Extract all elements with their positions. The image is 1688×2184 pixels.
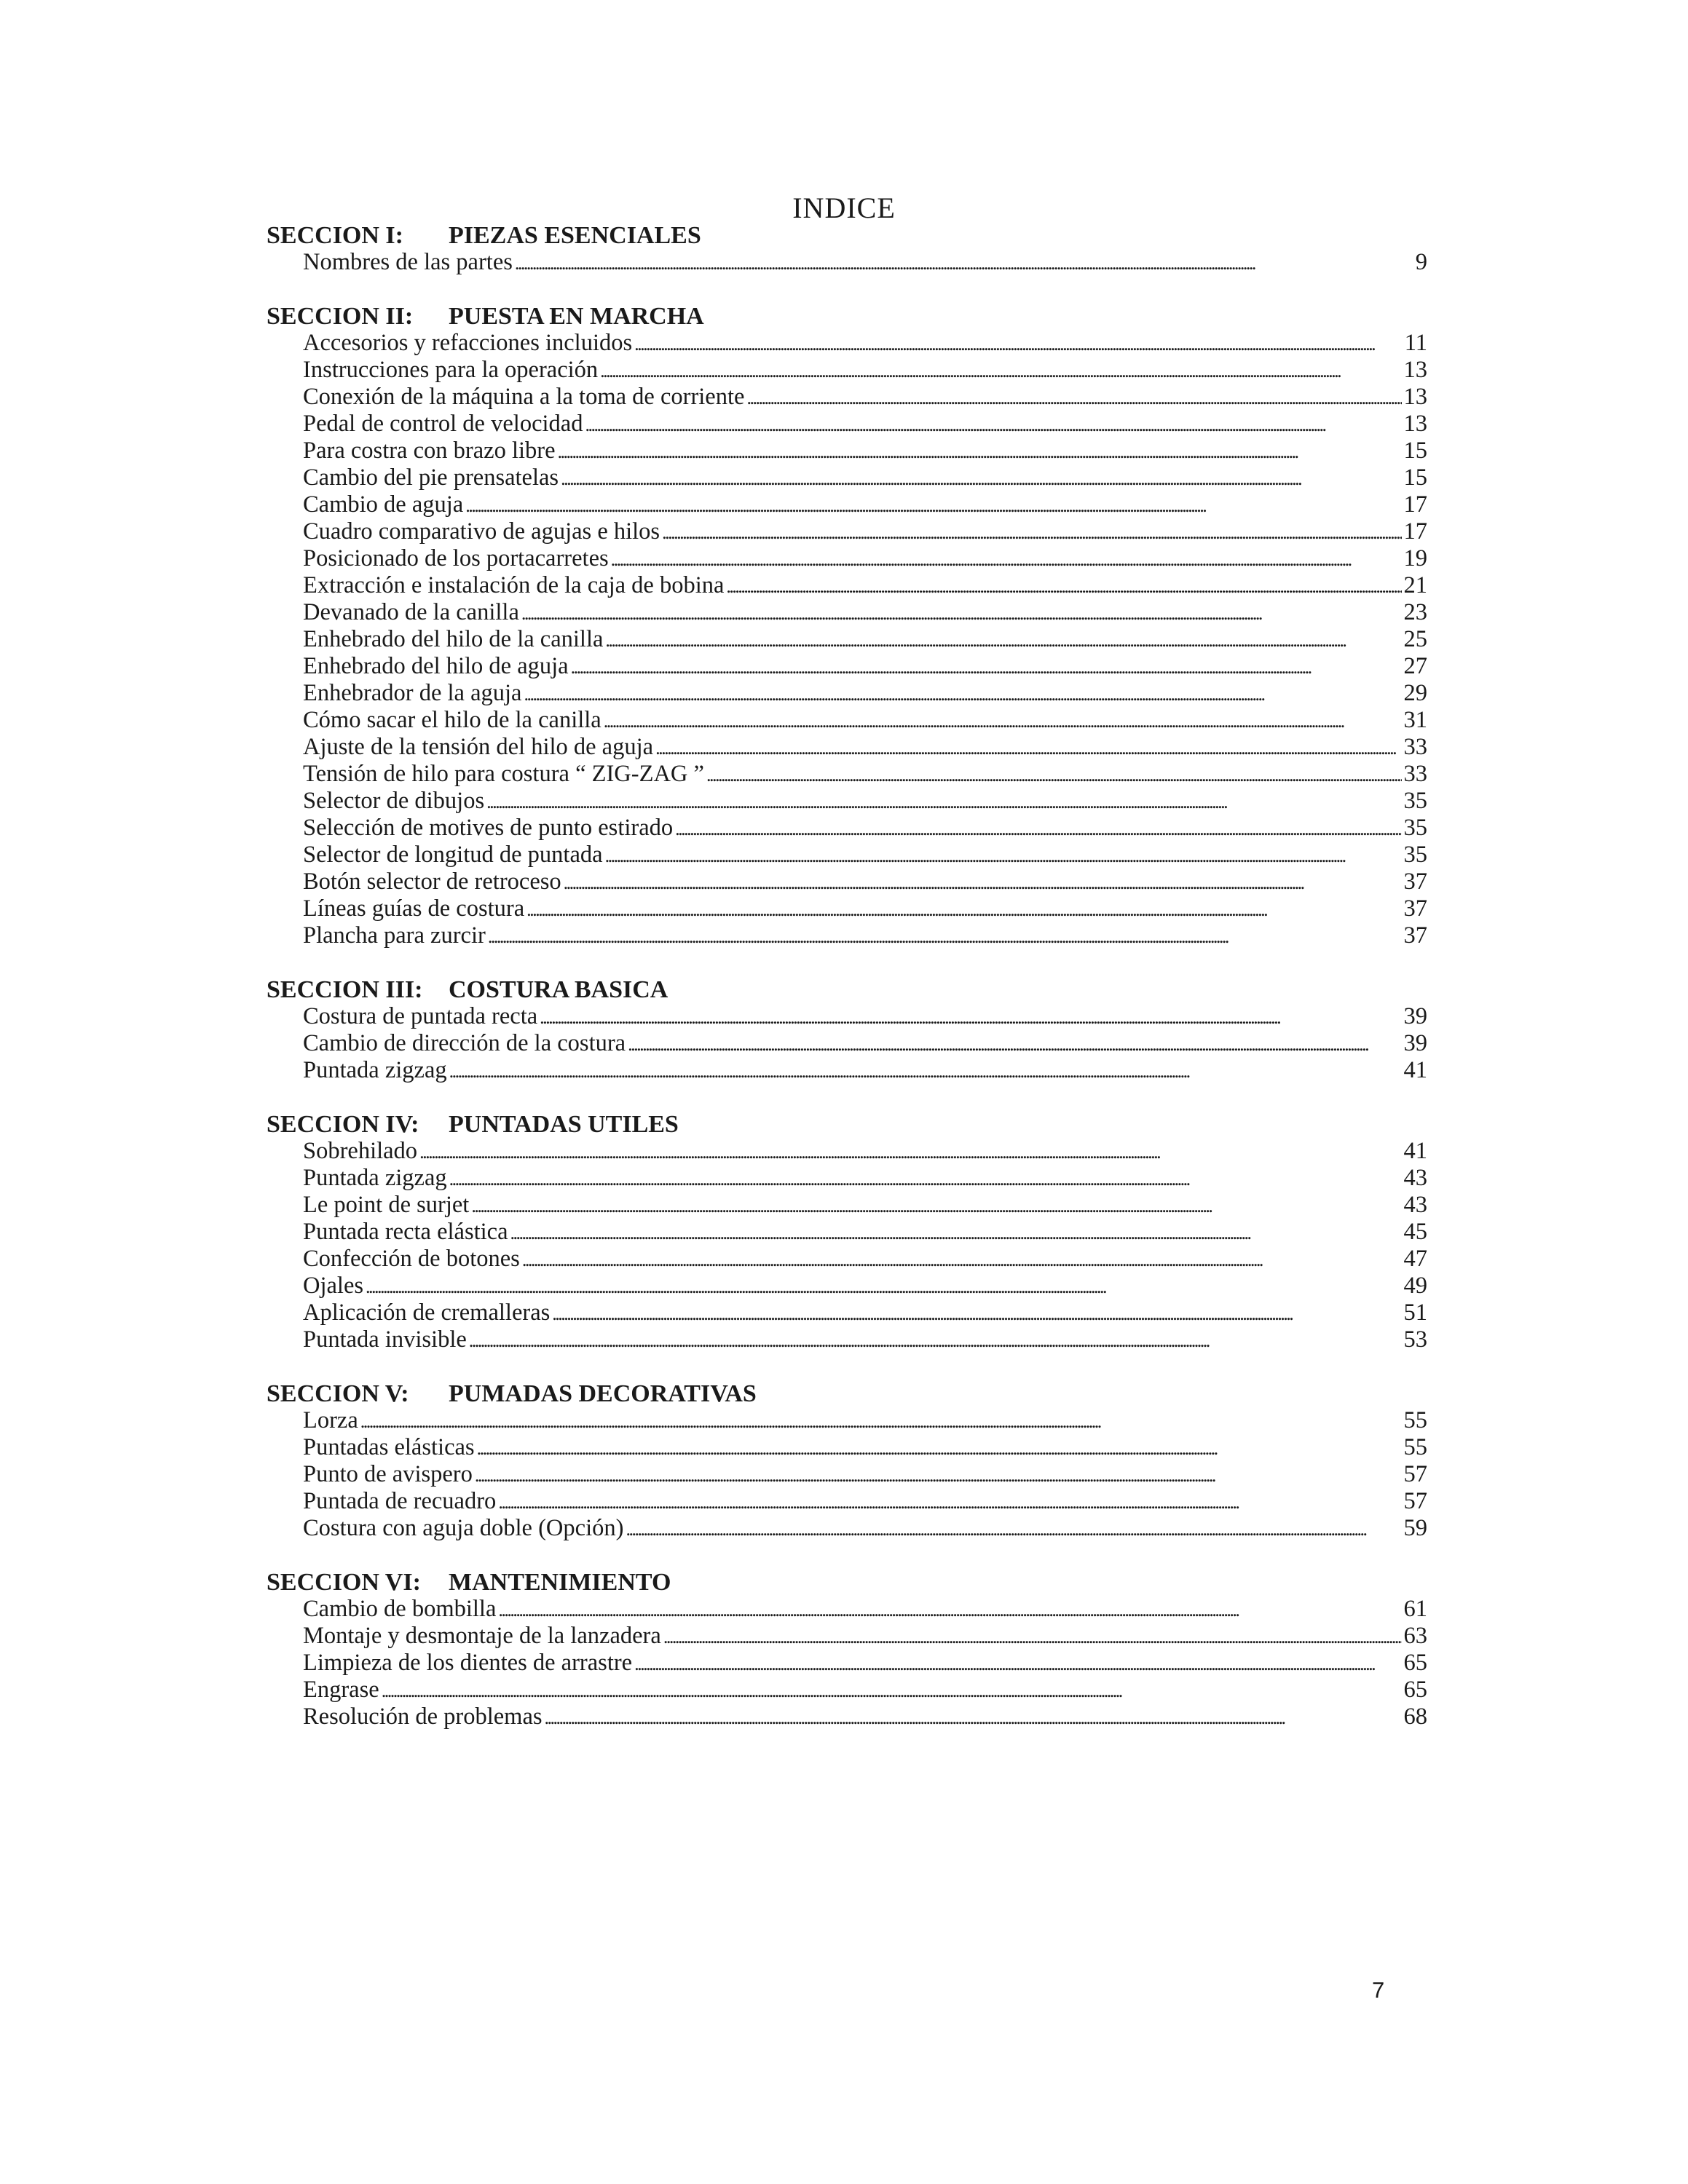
entry-label: Ojales [303, 1273, 364, 1299]
toc-entry[interactable] [267, 1488, 1427, 1515]
dot-leader [360, 1407, 1402, 1435]
entry-page-number: 15 [1403, 438, 1427, 464]
entry-label: Extracción e instalación de la caja de bobina [303, 572, 725, 598]
entry-page-number: 57 [1403, 1488, 1427, 1514]
entry-page-number: 15 [1403, 464, 1427, 491]
dot-leader [663, 1623, 1402, 1650]
dot-leader [449, 1057, 1402, 1085]
dot-leader [564, 869, 1402, 896]
section-heading [267, 303, 1427, 330]
dot-leader [662, 518, 1401, 546]
entry-label: Enhebrado del hilo de la canilla [303, 626, 604, 652]
dot-leader [488, 922, 1402, 950]
entry-page-number: 47 [1403, 1246, 1427, 1272]
entry-label: Puntada recta elástica [303, 1219, 508, 1245]
dot-leader [526, 895, 1401, 923]
toc-entry[interactable] [267, 249, 1427, 276]
entry-page-number: 37 [1403, 869, 1427, 895]
dot-leader [465, 491, 1401, 519]
entry-label: Tensión de hilo para costura “ ZIG-ZAG ” [303, 761, 704, 787]
entry-page-number: 43 [1403, 1192, 1427, 1218]
toc-entry[interactable] [267, 842, 1427, 869]
dot-leader [605, 842, 1402, 869]
entry-page-number: 13 [1403, 357, 1427, 383]
entry-label: Instrucciones para la operación [303, 357, 599, 383]
entry-label: Costura de puntada recta [303, 1003, 538, 1029]
dot-leader [600, 357, 1401, 384]
entry-label: Selección de motives de punto estirado [303, 815, 674, 841]
dot-leader [628, 1030, 1401, 1058]
entry-page-number: 23 [1403, 599, 1427, 625]
dot-leader [486, 788, 1401, 815]
entry-label: Puntada invisible [303, 1326, 467, 1353]
entry-label: Posicionado de los portacarretes [303, 545, 609, 571]
toc-entry[interactable] [267, 653, 1427, 680]
toc-entry[interactable] [267, 1030, 1427, 1057]
entry-page-number: 53 [1403, 1326, 1427, 1353]
section-title: MANTENIMIENTO [449, 1569, 671, 1596]
entry-page-number: 41 [1403, 1138, 1427, 1164]
dot-leader [515, 249, 1413, 277]
entry-page-number: 33 [1403, 761, 1427, 787]
dot-leader [561, 464, 1401, 492]
entry-label: Sobrehilado [303, 1138, 418, 1164]
toc-entry[interactable] [267, 491, 1427, 518]
dot-leader [655, 734, 1401, 761]
entry-page-number: 35 [1403, 815, 1427, 841]
dot-leader [585, 411, 1401, 438]
toc-entry[interactable] [267, 1407, 1427, 1434]
toc-entry[interactable] [267, 761, 1427, 788]
toc-entry[interactable] [267, 1515, 1427, 1542]
entry-page-number: 51 [1403, 1299, 1427, 1326]
toc-entry[interactable] [267, 788, 1427, 815]
section-heading [267, 976, 1427, 1003]
entry-label: Puntadas elásticas [303, 1434, 475, 1460]
toc-entry[interactable] [267, 357, 1427, 384]
section-number: SECCION I: [267, 222, 403, 249]
table-of-contents [267, 222, 1427, 1757]
entry-page-number: 27 [1403, 653, 1427, 679]
entry-label: Aplicación de cremalleras [303, 1299, 551, 1326]
section-number: SECCION III: [267, 976, 423, 1003]
toc-entry[interactable] [267, 895, 1427, 922]
dot-leader [611, 545, 1402, 573]
toc-entry[interactable] [267, 1461, 1427, 1488]
entry-page-number: 65 [1403, 1677, 1427, 1703]
entry-label: Lorza [303, 1407, 358, 1433]
dot-leader [419, 1138, 1401, 1166]
section-title: COSTURA BASICA [449, 976, 669, 1003]
entry-page-number: 43 [1403, 1165, 1427, 1191]
section-heading [267, 1111, 1427, 1138]
dot-leader [571, 653, 1402, 681]
entry-page-number: 21 [1403, 572, 1427, 598]
entry-label: Selector de dibujos [303, 788, 485, 814]
dot-leader [510, 1219, 1402, 1246]
entry-label: Cuadro comparativo de agujas e hilos [303, 518, 660, 545]
toc-entry[interactable] [267, 734, 1427, 761]
entry-page-number: 13 [1403, 384, 1427, 410]
toc-entry[interactable] [267, 1623, 1427, 1650]
entry-label: Limpieza de los dientes de arrastre [303, 1650, 633, 1676]
entry-page-number: 29 [1403, 680, 1427, 706]
toc-entry[interactable] [267, 1704, 1427, 1730]
entry-page-number: 41 [1403, 1057, 1427, 1083]
toc-entry[interactable] [267, 599, 1427, 626]
toc-entry[interactable] [267, 680, 1427, 707]
toc-entry[interactable] [267, 1650, 1427, 1677]
entry-label: Botón selector de retroceso [303, 869, 561, 895]
dot-leader [498, 1596, 1401, 1623]
toc-entry[interactable] [267, 1219, 1427, 1246]
section-number: SECCION II: [267, 303, 414, 330]
entry-page-number: 55 [1403, 1434, 1427, 1460]
entry-page-number: 37 [1403, 895, 1427, 922]
dot-leader [634, 1650, 1401, 1677]
dot-leader [498, 1488, 1401, 1516]
entry-label: Montaje y desmontaje de la lanzadera [303, 1623, 661, 1649]
entry-page-number: 63 [1403, 1623, 1427, 1649]
entry-label: Puntada zigzag [303, 1165, 447, 1191]
dot-leader [469, 1326, 1402, 1354]
section-heading [267, 222, 1427, 249]
entry-label: Engrase [303, 1677, 379, 1703]
entry-label: Cambio de dirección de la costura [303, 1030, 626, 1056]
entry-label: Devanado de la canilla [303, 599, 519, 625]
entry-label: Pedal de control de velocidad [303, 411, 583, 437]
section-title: PUNTADAS UTILES [449, 1111, 679, 1138]
entry-page-number: 39 [1403, 1003, 1427, 1029]
toc-entry[interactable] [267, 1246, 1427, 1273]
entry-label: Conexión de la máquina a la toma de corriente [303, 384, 745, 410]
toc-section [267, 222, 1427, 276]
entry-label: Plancha para zurcir [303, 922, 486, 949]
toc-entry[interactable] [267, 1596, 1427, 1623]
entry-label: Confección de botones [303, 1246, 520, 1272]
entry-page-number: 39 [1403, 1030, 1427, 1056]
entry-label: Accesorios y refacciones incluidos [303, 330, 633, 356]
toc-entry[interactable] [267, 869, 1427, 895]
toc-entry[interactable] [267, 1003, 1427, 1030]
entry-label: Costura con aguja doble (Opción) [303, 1515, 624, 1541]
toc-entry[interactable] [267, 1165, 1427, 1192]
toc-entry[interactable] [267, 518, 1427, 545]
dot-leader [475, 1461, 1402, 1489]
entry-page-number: 31 [1403, 707, 1427, 733]
entry-page-number: 17 [1403, 518, 1427, 545]
dot-leader [382, 1677, 1402, 1704]
dot-leader [471, 1192, 1401, 1219]
entry-page-number: 19 [1403, 545, 1427, 571]
entry-page-number: 55 [1403, 1407, 1427, 1433]
entry-label: Nombres de las partes [303, 249, 513, 275]
entry-label: Cambio de bombilla [303, 1596, 497, 1622]
entry-label: Selector de longitud de puntada [303, 842, 603, 868]
index-title: INDICE [792, 191, 896, 224]
entry-page-number: 17 [1403, 491, 1427, 518]
entry-label: Para costra con brazo libre [303, 438, 556, 464]
entry-label: Ajuste de la tensión del hilo de aguja [303, 734, 654, 760]
entry-page-number: 68 [1403, 1704, 1427, 1730]
dot-leader [675, 815, 1401, 842]
dot-leader [726, 572, 1401, 600]
section-title: PUESTA EN MARCHA [449, 303, 704, 330]
toc-entry[interactable] [267, 438, 1427, 464]
toc-section [267, 1569, 1427, 1730]
toc-entry[interactable] [267, 1326, 1427, 1353]
entry-label: Puntada zigzag [303, 1057, 447, 1083]
dot-leader [605, 626, 1401, 654]
entry-label: Le point de surjet [303, 1192, 470, 1218]
dot-leader [521, 599, 1402, 627]
entry-page-number: 65 [1403, 1650, 1427, 1676]
entry-page-number: 61 [1403, 1596, 1427, 1622]
dot-leader [449, 1165, 1402, 1192]
entry-page-number: 57 [1403, 1461, 1427, 1487]
entry-label: Puntada de recuadro [303, 1488, 497, 1514]
entry-label: Cómo sacar el hilo de la canilla [303, 707, 602, 733]
toc-section [267, 1111, 1427, 1353]
dot-leader [634, 330, 1403, 357]
section-number: SECCION VI: [267, 1569, 421, 1596]
toc-entry[interactable] [267, 1273, 1427, 1299]
toc-section [267, 303, 1427, 949]
toc-entry[interactable] [267, 1677, 1427, 1704]
dot-leader [552, 1299, 1401, 1327]
toc-entry[interactable] [267, 411, 1427, 438]
toc-entry[interactable] [267, 1434, 1427, 1461]
entry-label: Punto de avispero [303, 1461, 473, 1487]
entry-page-number: 49 [1403, 1273, 1427, 1299]
toc-entry[interactable] [267, 545, 1427, 572]
toc-entry[interactable] [267, 572, 1427, 599]
entry-page-number: 45 [1403, 1219, 1427, 1245]
dot-leader [366, 1273, 1401, 1300]
entry-page-number: 11 [1404, 330, 1427, 356]
section-heading [267, 1380, 1427, 1407]
entry-page-number: 13 [1403, 411, 1427, 437]
dot-leader [477, 1434, 1402, 1462]
entry-page-number: 25 [1403, 626, 1427, 652]
section-number: SECCION IV: [267, 1111, 419, 1138]
dot-leader [604, 707, 1402, 735]
toc-entry[interactable] [267, 626, 1427, 653]
dot-leader [524, 680, 1401, 708]
toc-entry[interactable] [267, 1192, 1427, 1219]
section-number: SECCION V: [267, 1380, 409, 1407]
toc-entry[interactable] [267, 1138, 1427, 1165]
toc-entry[interactable] [267, 707, 1427, 734]
dot-leader [706, 761, 1402, 788]
toc-entry[interactable] [267, 815, 1427, 842]
toc-section [267, 1380, 1427, 1542]
dot-leader [746, 384, 1401, 411]
toc-entry[interactable] [267, 1057, 1427, 1084]
toc-section [267, 976, 1427, 1084]
dot-leader [522, 1246, 1402, 1273]
dot-leader [545, 1704, 1402, 1731]
entry-page-number: 37 [1403, 922, 1427, 949]
section-title: PUMADAS DECORATIVAS [449, 1380, 757, 1407]
toc-entry[interactable] [267, 464, 1427, 491]
section-heading [267, 1569, 1427, 1596]
toc-entry[interactable] [267, 330, 1427, 357]
entry-page-number: 9 [1415, 249, 1427, 275]
section-title: PIEZAS ESENCIALES [449, 222, 701, 249]
toc-entry[interactable] [267, 384, 1427, 411]
entry-page-number: 59 [1403, 1515, 1427, 1541]
entry-label: Resolución de problemas [303, 1704, 543, 1730]
entry-page-number: 35 [1403, 842, 1427, 868]
entry-label: Cambio de aguja [303, 491, 464, 518]
entry-label: Cambio del pie prensatelas [303, 464, 559, 491]
toc-entry[interactable] [267, 1299, 1427, 1326]
entry-page-number: 35 [1403, 788, 1427, 814]
entry-label: Líneas guías de costura [303, 895, 525, 922]
entry-label: Enhebrador de la aguja [303, 680, 522, 706]
dot-leader [626, 1515, 1401, 1543]
page-number: 7 [1372, 1977, 1385, 2003]
entry-page-number: 33 [1403, 734, 1427, 760]
toc-entry[interactable] [267, 922, 1427, 949]
dot-leader [558, 438, 1402, 465]
dot-leader [540, 1003, 1401, 1031]
entry-label: Enhebrado del hilo de aguja [303, 653, 569, 679]
